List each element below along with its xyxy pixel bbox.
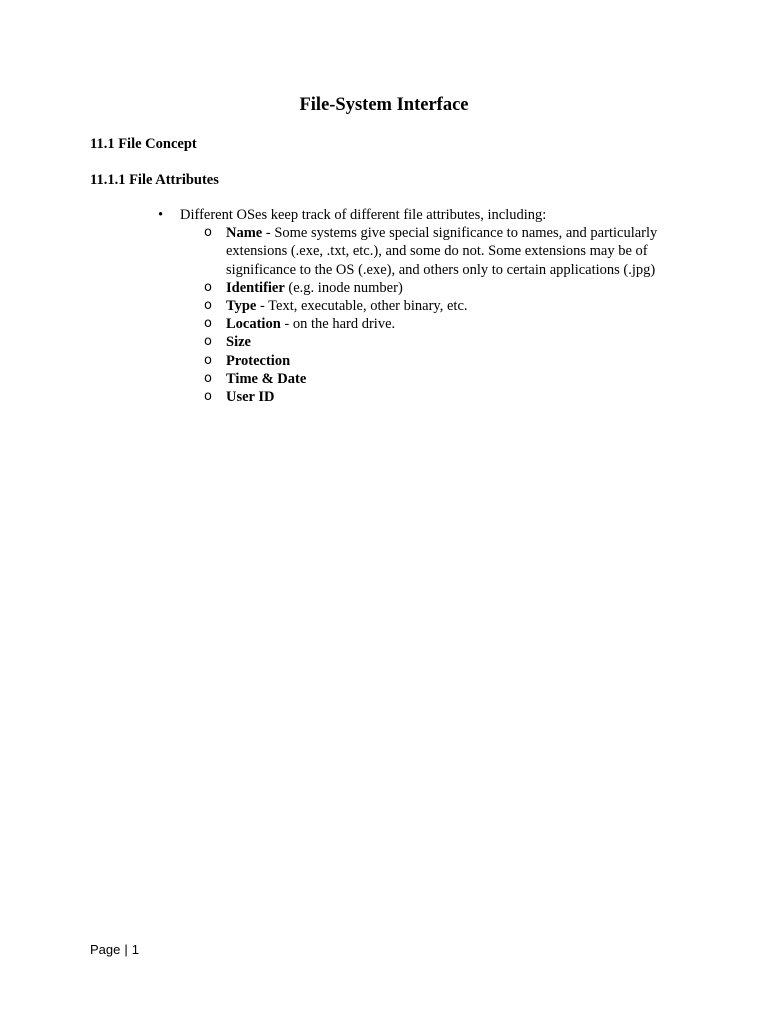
circle-bullet-icon: o [204,225,212,241]
attribute-term: Location [226,316,281,333]
attribute-item [204,388,718,406]
subsection-heading: 11.1.1 File Attributes [90,172,219,188]
bullet-icon: • [158,207,164,223]
circle-bullet-icon: o [204,298,212,314]
attribute-term: Name [226,225,263,242]
attribute-item [204,224,718,279]
circle-bullet-icon: o [204,389,212,405]
attribute-item [204,352,718,370]
attribute-item [204,333,718,351]
circle-bullet-icon: o [204,279,212,295]
attribute-term: Protection [226,352,291,369]
attribute-term: Type [226,298,257,315]
circle-bullet-icon: o [204,352,212,368]
page-footer [90,942,139,958]
attribute-sublist [204,224,718,406]
attribute-desc: - Text, executable, other binary, etc. [256,298,468,315]
intro-text: Different OSes keep track of different file attributes, including: [180,207,547,223]
attribute-item [204,279,718,297]
page-label: Page [90,942,121,957]
attribute-item [204,297,718,315]
circle-bullet-icon: o [204,316,212,332]
attribute-term: Size [226,334,251,351]
attribute-term: User ID [226,389,275,406]
footer-separator: | [124,942,128,957]
list-item [158,206,718,406]
attribute-desc: - on the hard drive. [280,316,396,333]
page-number: 1 [131,942,139,957]
attribute-item [204,315,718,333]
section-heading: 11.1 File Concept [90,136,197,152]
circle-bullet-icon: o [204,334,212,350]
attribute-desc: - Some systems give special significance to names, and particularly extensions (.exe, .txt, etc.), and some do not. Some extensions may be of significance to the OS (.exe), and others only to certain applications (.jpg) [226,225,658,278]
attribute-desc: (e.g. inode number) [284,279,403,296]
circle-bullet-icon: o [204,370,212,386]
attribute-term: Time & Date [226,370,307,387]
attribute-term: Identifier [226,279,285,296]
attribute-item [204,370,718,388]
attributes-list [158,206,718,406]
document-title: File-System Interface [299,95,469,115]
